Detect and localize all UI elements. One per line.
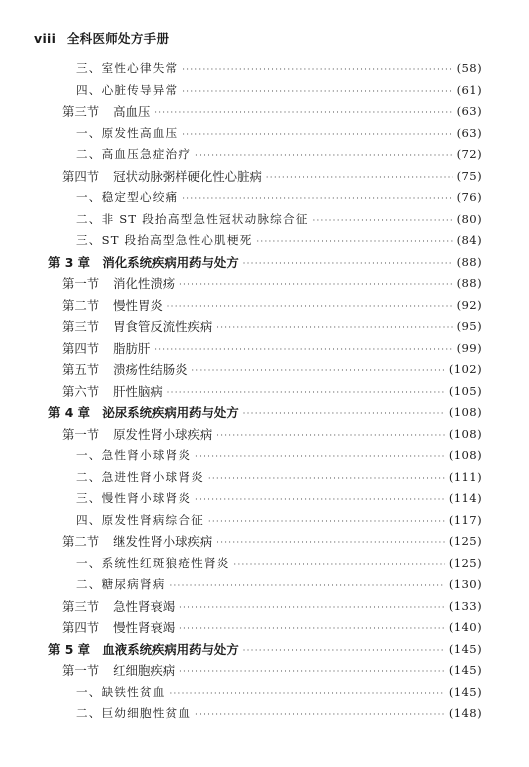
dot-leader xyxy=(195,452,445,461)
dot-leader xyxy=(266,173,453,182)
section-title: 慢性肾衰竭 xyxy=(113,620,176,635)
dot-leader xyxy=(167,388,445,397)
toc-entry-title: 二、高血压急症治疗 xyxy=(76,147,192,161)
page-ref: (108) xyxy=(448,405,482,419)
page-ref: (63) xyxy=(456,125,482,140)
dot-leader xyxy=(243,646,445,655)
toc-entry-chapter xyxy=(48,404,482,420)
section-number: 第四节 xyxy=(62,168,100,184)
toc-entry-section xyxy=(62,598,482,614)
page-ref: (92) xyxy=(456,297,482,312)
section-title: 肝性脑病 xyxy=(113,383,163,399)
dot-leader xyxy=(243,409,445,418)
dot-leader xyxy=(208,517,445,526)
toc-entry-title: 一、原发性高血压 xyxy=(76,125,179,140)
toc-entry-title: 一、急性肾小球肾炎 xyxy=(76,448,192,462)
toc-entry-item xyxy=(76,189,482,205)
toc-entry-section xyxy=(62,103,482,119)
dot-leader xyxy=(179,280,452,289)
section-title: 红细胞疾病 xyxy=(113,663,176,678)
toc-entry-title: 三、慢性肾小球肾炎 xyxy=(76,491,192,505)
toc-entry-title xyxy=(62,425,216,443)
toc-entry-chapter xyxy=(48,254,482,270)
section-title: 原发性肾小球疾病 xyxy=(113,426,213,442)
toc-entry-section xyxy=(62,275,482,291)
page-ref: (75) xyxy=(456,168,482,183)
toc-entry-item xyxy=(76,447,482,463)
toc-entry-item xyxy=(76,125,482,141)
dot-leader xyxy=(182,130,452,139)
section-number: 第一节 xyxy=(62,276,100,291)
toc-entry-section xyxy=(62,426,482,442)
section-number: 第三节 xyxy=(62,598,100,614)
toc-entry-title: 一、系统性红斑狼疮性肾炎 xyxy=(76,555,230,570)
dot-leader xyxy=(182,87,452,96)
dot-leader xyxy=(182,65,452,74)
page-ref: (130) xyxy=(448,577,482,591)
section-title: 慢性胃炎 xyxy=(113,297,163,313)
dot-leader xyxy=(195,495,445,504)
toc-entry-title xyxy=(62,532,216,550)
page-number: viii xyxy=(34,31,57,46)
page-ref: (133) xyxy=(448,598,482,613)
section-title: 冠状动脉粥样硬化性心脏病 xyxy=(113,168,262,184)
page-ref: (108) xyxy=(448,426,482,441)
page-ref: (95) xyxy=(456,319,482,333)
dot-leader xyxy=(167,302,453,311)
toc-entry-title: 一、稳定型心绞痛 xyxy=(76,190,179,204)
page-ref: (72) xyxy=(456,147,482,161)
toc-entry-item xyxy=(76,232,482,248)
toc-entry-title: 二、非 ST 段抬高型急性冠状动脉综合征 xyxy=(76,211,309,226)
section-number: 第四节 xyxy=(62,340,100,356)
toc-entry-title xyxy=(62,382,167,400)
toc-entry-title xyxy=(62,339,154,357)
dot-leader xyxy=(195,710,445,719)
toc-entry-title: 三、ST 段抬高型急性心肌梗死 xyxy=(76,233,253,247)
toc-entry-section xyxy=(62,361,482,377)
dot-leader xyxy=(192,366,445,375)
dot-leader xyxy=(313,216,453,225)
dot-leader xyxy=(182,194,452,203)
toc-entry-title: 三、室性心律失常 xyxy=(76,61,179,75)
toc-entry-title xyxy=(62,296,167,314)
page-ref: (140) xyxy=(448,620,482,634)
page-ref: (145) xyxy=(448,641,482,656)
toc-entry-title: 二、巨幼细胞性贫血 xyxy=(76,706,192,720)
toc-entry-title xyxy=(62,102,154,120)
toc-entry-section xyxy=(62,297,482,313)
section-number: 第一节 xyxy=(62,663,100,678)
toc-entry-title xyxy=(62,597,179,615)
toc-entry-section xyxy=(62,619,482,635)
page-ref: (80) xyxy=(456,211,482,226)
dot-leader xyxy=(216,323,452,332)
dot-leader xyxy=(179,624,445,633)
section-number: 第三节 xyxy=(62,319,100,334)
dot-leader xyxy=(170,581,445,590)
section-title: 消化性溃疡 xyxy=(113,276,176,291)
dot-leader xyxy=(216,431,445,440)
section-number: 第三节 xyxy=(62,104,100,119)
dot-leader xyxy=(243,259,453,268)
page-ref: (105) xyxy=(448,383,482,398)
toc-entry-title: 二、糖尿病肾病 xyxy=(76,577,166,591)
toc-entry-title xyxy=(62,618,179,636)
toc-entry-section xyxy=(62,168,482,184)
page-ref: (111) xyxy=(448,469,482,484)
dot-leader xyxy=(216,538,445,547)
dot-leader xyxy=(170,689,445,698)
toc-entry-item xyxy=(76,555,482,571)
section-number: 第二节 xyxy=(62,534,100,549)
toc-entry-section xyxy=(62,533,482,549)
toc-entry-title xyxy=(62,661,179,679)
section-number: 第六节 xyxy=(62,383,100,399)
toc-entry-title: 四、原发性肾病综合征 xyxy=(76,512,204,527)
toc-entry-item xyxy=(76,490,482,506)
dot-leader xyxy=(154,108,452,117)
section-number: 第一节 xyxy=(62,426,100,442)
page-ref: (108) xyxy=(448,448,482,462)
page-ref: (102) xyxy=(448,362,482,376)
dot-leader xyxy=(154,345,452,354)
section-title: 胃食管反流性疾病 xyxy=(113,319,213,334)
section-title: 急性肾衰竭 xyxy=(113,598,176,614)
page-ref: (88) xyxy=(456,254,482,269)
dot-leader xyxy=(257,237,453,246)
toc-entry-title: 四、心脏传导异常 xyxy=(76,82,179,97)
section-title: 溃疡性结肠炎 xyxy=(113,362,188,377)
toc-entry-title: 第 5 章 血液系统疾病用药与处方 xyxy=(48,641,239,657)
toc-entry-title xyxy=(62,167,266,185)
page-ref: (63) xyxy=(456,104,482,118)
toc-entry-item xyxy=(76,576,482,592)
page-ref: (61) xyxy=(456,82,482,97)
toc-entry-section xyxy=(62,318,482,334)
toc-entry-title xyxy=(62,274,179,292)
toc-entry-title: 二、急进性肾小球肾炎 xyxy=(76,469,204,484)
dot-leader xyxy=(208,474,445,483)
toc-entry-item xyxy=(76,60,482,76)
section-title: 脂肪肝 xyxy=(113,340,151,356)
toc-entry-item xyxy=(76,211,482,227)
toc-entry-section xyxy=(62,383,482,399)
toc-entry-title: 一、缺铁性贫血 xyxy=(76,684,166,699)
section-title: 高血压 xyxy=(113,104,151,119)
page-ref: (84) xyxy=(456,233,482,247)
toc-entry-title: 第 3 章 消化系统疾病用药与处方 xyxy=(48,254,239,270)
toc-entry-chapter xyxy=(48,641,482,657)
toc-entry-section xyxy=(62,662,482,678)
toc-entry-item xyxy=(76,512,482,528)
page-header xyxy=(34,29,169,47)
section-number: 第五节 xyxy=(62,362,100,377)
page-ref: (125) xyxy=(448,555,482,570)
page-ref: (125) xyxy=(448,534,482,548)
toc-entry-item xyxy=(76,82,482,98)
toc-entry-item xyxy=(76,469,482,485)
page-ref: (117) xyxy=(448,512,482,527)
toc-entry-item xyxy=(76,146,482,162)
page-ref: (145) xyxy=(448,663,482,677)
book-title: 全科医师处方手册 xyxy=(66,31,170,46)
toc-entry-item xyxy=(76,684,482,700)
toc-entry-title xyxy=(62,317,216,335)
page-ref: (88) xyxy=(456,276,482,290)
dot-leader xyxy=(234,560,445,569)
toc-entry-title xyxy=(62,360,192,378)
page-ref: (148) xyxy=(448,706,482,720)
toc-entry-section xyxy=(62,340,482,356)
section-number: 第四节 xyxy=(62,620,100,635)
page-ref: (99) xyxy=(456,340,482,355)
section-number: 第二节 xyxy=(62,297,100,313)
section-title: 继发性肾小球疾病 xyxy=(113,534,213,549)
page-ref: (145) xyxy=(448,684,482,699)
toc-entry-title: 第 4 章 泌尿系统疾病用药与处方 xyxy=(48,405,239,420)
dot-leader xyxy=(179,603,445,612)
page-ref: (76) xyxy=(456,190,482,204)
dot-leader xyxy=(195,151,452,160)
page-ref: (114) xyxy=(448,491,482,505)
dot-leader xyxy=(179,667,445,676)
toc-entry-item xyxy=(76,705,482,721)
page-ref: (58) xyxy=(456,61,482,75)
